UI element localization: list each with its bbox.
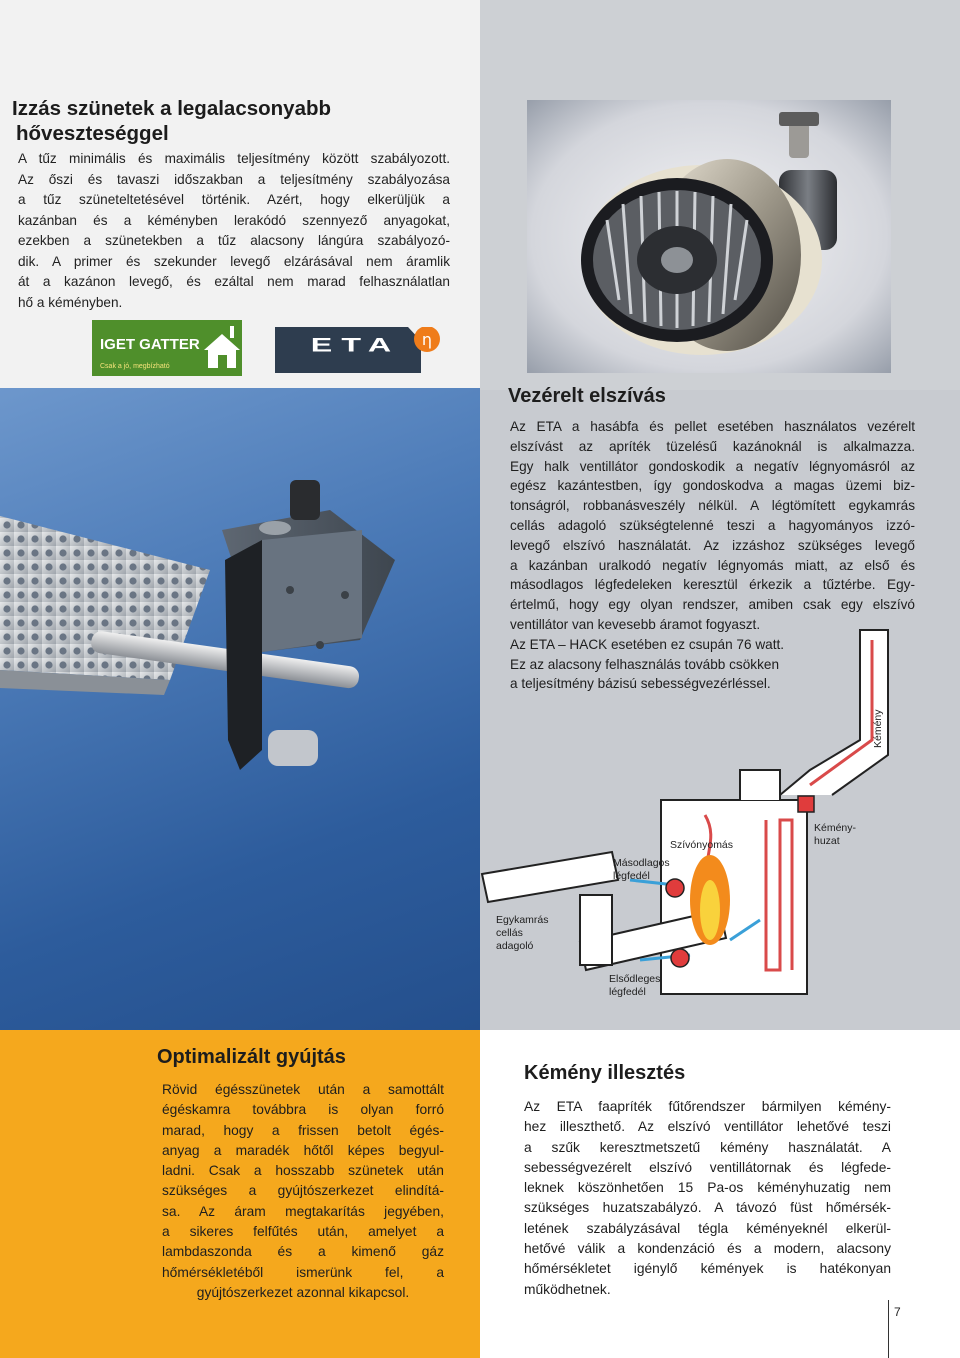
text-line: levegő elszívó használatát. Az izzáshoz szükséges levegő <box>510 537 915 553</box>
section-title-optimalizalt-gyujtas: Optimalizált gyújtás <box>157 1046 346 1068</box>
text-line: tonságról, robbanásveszély nélkül. A légtömített egykamrás <box>510 498 915 514</box>
text-line: anyag a maradék hőtől képes begyul- <box>162 1142 444 1158</box>
title-line: Izzás szünetek a legalacsonyabb <box>12 97 332 120</box>
text-line: dik. A primer és szekunder levegő elzárásával nem áramlik <box>18 253 450 269</box>
iget-logo-name: IGET GATTER <box>100 336 200 353</box>
text-line: Egy halk ventillátor gondoskodik a negatív légnyomásról az <box>510 458 915 474</box>
text-line: hez illeszthető. Az elszívó ventillátor lehetővé teszi <box>524 1119 891 1135</box>
text-line: a kazánban uralkodó negatív légnyomás miatt, az első és <box>510 557 915 573</box>
text-line: ezekben a szünetekben a tűz alacsony lángúra szabályozó- <box>18 233 450 248</box>
text-line: kazánban és a kéményben lerakódó szennyező anyagokat, <box>18 212 450 228</box>
section-title-vezerelt-elszivas: Vezérelt elszívás <box>508 385 666 407</box>
text-line: ladni. Csak a hosszabb szünetek után <box>162 1163 444 1179</box>
eta-logo <box>275 327 440 373</box>
paragraph-izzas <box>18 149 450 313</box>
text-line: egész kazántestben, így gondoskodva a magas üzemi biz- <box>510 478 915 494</box>
airflow-diagram <box>480 620 960 1030</box>
burner-fan-photo <box>527 100 891 373</box>
feeder-motor-photo <box>0 420 480 840</box>
iget-logo-tagline: Csak a jó, megbízható <box>100 363 170 370</box>
text-line: értelmű, hogy egy olyan rendszer, amiben csak egy elszívó <box>510 597 915 613</box>
text-line: Az ETA a hasábfa és pellet esetében használatos vezérelt <box>510 419 915 434</box>
label-line: cellás <box>496 927 523 939</box>
text-line: lambdaszonda és a kimenő gáz <box>162 1244 444 1260</box>
diagram-label-secondary-air <box>613 857 670 883</box>
section-title-kemeny-illesztes: Kémény illesztés <box>524 1062 686 1084</box>
text-line: a sikeres felfűtés után, amelyet a <box>162 1224 444 1240</box>
paragraph-kemeny-illesztes <box>524 1097 891 1300</box>
section-title-izzas <box>12 96 452 146</box>
text-line: másodlagos légfedeleken keresztül érkezik a tűztérbe. Egy- <box>510 577 915 593</box>
label-line: adagoló <box>496 940 534 952</box>
iget-gatter-logo <box>92 320 242 376</box>
text-line: Ez az alacsony felhasználás tovább csökken <box>510 656 780 672</box>
text-line: szükséges huzatszabályzó. A távozó füst hőmérsék- <box>524 1200 891 1216</box>
text-line: a szűk keresztmetszetű kémény használatát. A <box>524 1139 891 1155</box>
text-line: hőmérsékletéből ismerünk fel, a <box>162 1264 444 1280</box>
text-line: cellás adagoló szükségtelenné teszi a hagyományos izzó- <box>510 517 915 533</box>
title-line: hőveszteséggel <box>16 122 169 145</box>
diagram-label-chimney-draft <box>814 822 856 848</box>
text-line: elszívást az apríték tüzelésű kazánoknál is alkalmazza. <box>510 438 915 454</box>
text-line: hőmérsékletet igénylő kémények is hatékonyan <box>524 1261 891 1277</box>
text-line: hetővé válik a kondenzáció és a modern, alacsony <box>524 1241 891 1257</box>
eta-eta-symbol: η <box>421 330 433 349</box>
label-line: Másodlagos <box>613 857 670 869</box>
text-line: Rövid égésszünetek után a samottált <box>162 1082 444 1097</box>
label-line: Kémény- <box>814 822 857 834</box>
text-line: hő a kéményben. <box>18 294 123 310</box>
text-line: szükséges a gyújtószerkezet elindítá- <box>162 1183 444 1199</box>
text-line: Az őszi és tavaszi időszakban a teljesítmény szabályozása <box>18 171 450 187</box>
text-line: ventillátor van kevesebb áramot fogyaszt. <box>510 616 761 632</box>
diagram-label-chimney: Kémény <box>872 709 884 748</box>
label-line: légfedél <box>609 986 646 998</box>
text-line: letének szabályzásával tégla kéményeknél elkerül- <box>524 1220 891 1236</box>
eta-logo-text: ETA <box>310 333 401 356</box>
diagram-label-feeder <box>496 914 549 953</box>
diagram-label-primary-air <box>609 973 660 999</box>
text-line: égéskamra továbbra is olyan forró <box>162 1102 444 1118</box>
label-line: huzat <box>814 835 840 847</box>
text-line: a tűz szüneteltetésével történik. Azért, hogy elkerüljük a <box>18 192 450 207</box>
text-line: gyújtószerkezet azonnal kikapcsol. <box>196 1284 410 1300</box>
text-line: a teljesítmény bázisú sebességvezérléssel. <box>510 676 771 692</box>
text-line: Az ETA faapríték fűtőrendszer bármilyen kémény- <box>524 1099 891 1114</box>
text-line: A tűz minimális és maximális teljesítmény között szabályozott. <box>18 151 450 166</box>
text-line: sebességvezérelt elszívó ventillátornak és légfede- <box>524 1159 891 1175</box>
text-line: át a kazánon levegő, és ezáltal nem marad felhasználatlan <box>18 274 450 289</box>
page-number-rule <box>888 1300 889 1358</box>
page-number: 7 <box>894 1305 901 1319</box>
diagram-label-suction: Szívónyomás <box>670 839 734 851</box>
label-line: Egykamrás <box>496 914 549 926</box>
label-line: légfedél <box>613 870 650 882</box>
text-line: Az ETA – HACK esetében ez csupán 76 watt. <box>510 636 785 652</box>
paragraph-optimalizalt-gyujtas <box>162 1080 444 1303</box>
text-line: leknek köszönhetően 15 Pa-os kéményhuzatig nem <box>524 1180 891 1196</box>
text-line: működhetnek. <box>524 1281 611 1297</box>
text-line: sa. Az áram megtakarítás jegyében, <box>162 1203 444 1219</box>
text-line: marad, hogy a frissen betolt égés- <box>162 1122 444 1138</box>
label-line: Elsődleges <box>609 973 661 985</box>
